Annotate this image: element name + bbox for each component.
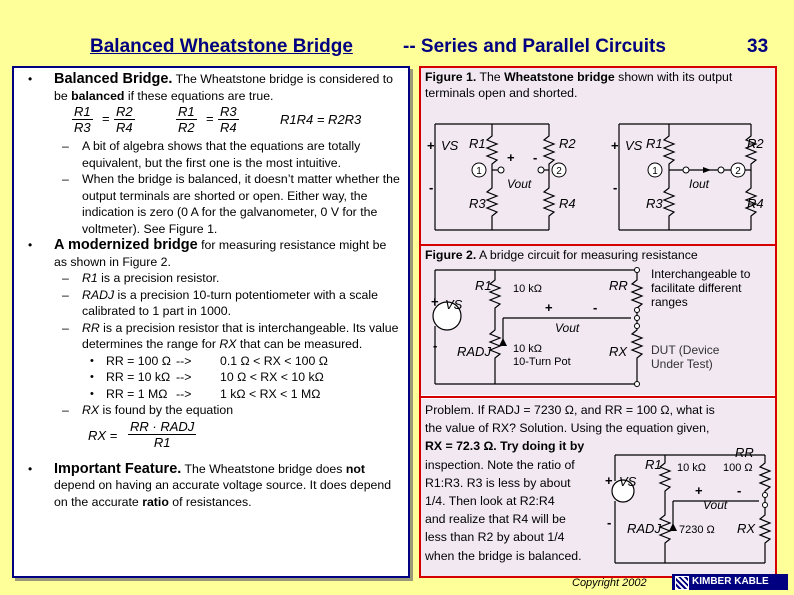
range-row xyxy=(24,386,402,403)
eq-r1: R1 xyxy=(74,104,91,119)
fig1-plus-2: + xyxy=(611,138,619,153)
range-value: 10 Ω < RX < 10 kΩ xyxy=(220,370,324,384)
problem-line: R1:R3. R3 is less by about xyxy=(425,475,571,490)
fig2-rr: RR xyxy=(609,278,628,293)
copyright: Copyright 2002 xyxy=(572,577,647,589)
frac-r3-r4 xyxy=(218,104,239,135)
rx-eq-num: RR · RADJ xyxy=(130,418,195,434)
prob-vs: VS xyxy=(619,474,637,489)
b3-head: Important Feature. xyxy=(54,460,182,477)
eq2-r3: R3 xyxy=(220,104,237,119)
b2-dash-3 xyxy=(24,320,402,353)
fig2-rx-note-2: Under Test) xyxy=(651,357,713,371)
range-row xyxy=(24,353,402,370)
balance-equations xyxy=(54,104,402,138)
fig2-rx-note-1: DUT (Device xyxy=(651,343,720,357)
b2-head: A modernized bridge xyxy=(54,237,198,253)
title-main: Balanced Wheatstone Bridge xyxy=(90,36,353,57)
prob-out-plus: + xyxy=(695,483,703,498)
prob-vout: Vout xyxy=(703,498,728,512)
fig1-text-a: The xyxy=(476,70,505,84)
range-arrow: --> xyxy=(176,386,192,401)
range-rr: • RR = 1 MΩ xyxy=(106,386,168,401)
problem-circuit xyxy=(605,441,775,571)
fig1-iout: Iout xyxy=(689,177,710,191)
sym-rx-2: RX xyxy=(82,403,100,417)
figure-2-circuit xyxy=(421,246,775,395)
fig1-node-2b: 2 xyxy=(735,166,741,177)
b1-text-a: The Wheatstone bridge is considered to be xyxy=(54,72,394,103)
b2-d3-text-a: is a precision resistor that is interchangeable. Its value determines the range for xyxy=(82,320,399,351)
fig1-plus: + xyxy=(427,138,435,153)
fig2-rr-note-2: facilitate different xyxy=(651,281,742,295)
b3-not: not xyxy=(345,461,365,476)
fig2-minus: - xyxy=(433,338,438,353)
eq-r4: R4 xyxy=(116,120,133,135)
fig1-text-b: shown with its output terminals open and shorted. xyxy=(425,70,733,100)
range-arrow: --> xyxy=(176,370,192,384)
range-rr: • RR = 10 kΩ xyxy=(106,370,171,384)
b2-dash-4 xyxy=(24,402,402,419)
prob-r1: R1 xyxy=(645,457,662,472)
eq-r2: R2 xyxy=(116,104,133,119)
b3-text-a: The Wheatstone bridge does xyxy=(181,461,346,476)
fig1-vs: VS xyxy=(441,138,459,153)
sym-rx: RX xyxy=(219,337,237,351)
fig1-vout: Vout xyxy=(507,177,532,191)
eq2-r2: R2 xyxy=(178,120,195,135)
range-value: 0.1 Ω < RX < 100 Ω xyxy=(220,353,328,368)
fig2-radj-value: 10 kΩ xyxy=(513,343,543,355)
b3-text-c: of resistances. xyxy=(168,494,252,509)
fig1-r3-2: R3 xyxy=(646,196,663,211)
rx-equation xyxy=(88,419,402,455)
problem-line-1: Problem. If RADJ = 7230 Ω, and RR = 100 Ω, what is xyxy=(425,403,715,417)
fig2-out-minus: - xyxy=(593,300,598,315)
fig1-minus-2: - xyxy=(613,180,618,195)
prob-rr: RR xyxy=(735,445,754,460)
rx-eq-frac xyxy=(128,419,196,450)
b2-d1-text: is a precision resistor. xyxy=(97,271,220,285)
problem-section xyxy=(421,399,775,576)
frac-r1-r3 xyxy=(72,104,93,135)
bullet-modernized-bridge xyxy=(24,237,402,270)
prob-rx: RX xyxy=(737,521,756,536)
b3-ratio: ratio xyxy=(142,494,169,509)
eq-equals-1: = xyxy=(102,111,110,126)
rx-eq-lhs: RX = xyxy=(88,427,118,443)
b2-d2-text: is a precision 10-turn potentiometer with a scale calibrated to 1 part in 1000. xyxy=(82,287,378,318)
problem-line-2: the value of RX? Solution. Using the equation given, xyxy=(425,421,710,436)
fig1-label: Figure 1. xyxy=(425,70,477,84)
fig1-vs-2: VS xyxy=(625,138,643,153)
figure-1 xyxy=(421,68,775,244)
separator xyxy=(421,396,775,398)
prob-rr-value: 100 Ω xyxy=(723,462,753,474)
right-figure-panel xyxy=(419,66,777,578)
fig2-out-plus: + xyxy=(545,300,553,315)
fig1-minus: - xyxy=(429,180,434,195)
problem-answer: RX = 72.3 Ω. Try doing it by xyxy=(425,439,585,454)
fig2-r1: R1 xyxy=(475,278,492,293)
fig1-node-2: 2 xyxy=(556,166,562,177)
title-sub: -- Series and Parallel Circuits xyxy=(403,36,666,57)
eq-r3: R3 xyxy=(74,120,91,135)
fig1-r2: R2 xyxy=(559,136,576,151)
problem-line: 1/4. Then look at R2:R4 xyxy=(425,494,555,509)
fig1-r1: R1 xyxy=(469,136,486,151)
b1-text-b: if these equations are true. xyxy=(124,88,274,103)
b1-dash-1: – A bit of algebra shows that the equations are totally equivalent, but the first one is the most intuitive. xyxy=(24,138,402,171)
prob-radj-value: 7230 Ω xyxy=(679,524,715,536)
sym-radj: RADJ xyxy=(82,287,115,302)
fig2-label: Figure 2. xyxy=(425,248,477,262)
range-row xyxy=(24,369,402,386)
frac-r2-r4 xyxy=(114,104,135,135)
fig1-r4: R4 xyxy=(559,196,576,211)
eq2-r1: R1 xyxy=(178,104,195,119)
problem-line: less than R2 by about 1/4 xyxy=(425,530,565,545)
fig2-rr-note-3: ranges xyxy=(651,295,688,309)
prob-out-minus: - xyxy=(737,483,742,498)
range-arrow: --> xyxy=(176,353,192,368)
sym-rr: RR xyxy=(82,320,100,335)
eq2-r4: R4 xyxy=(220,120,237,135)
left-text-panel xyxy=(12,66,410,578)
fig1-node-1b: 1 xyxy=(652,166,658,177)
bullet-important-feature xyxy=(24,461,402,511)
fig2-r1-value: 10 kΩ xyxy=(513,283,543,295)
range-rr: • RR = 100 Ω xyxy=(106,353,171,368)
fig1-r3: R3 xyxy=(469,196,486,211)
fig2-radj-note: 10-Turn Pot xyxy=(513,356,571,368)
b1-dash-2: – When the bridge is balanced, it doesn’t matter whether the output terminals are shorted or open. Either way, the indication is zero (0 A for the galvanometer, 0 V for the voltmeter). See Figure 1. xyxy=(24,171,402,237)
problem-line: and realize that R4 will be xyxy=(425,512,566,527)
figure-1-circuits xyxy=(421,68,775,244)
fig1-out-plus: + xyxy=(507,150,515,165)
slide-title xyxy=(0,36,794,64)
range-value: 1 kΩ < RX < 1 MΩ xyxy=(220,386,321,401)
fig2-vout: Vout xyxy=(555,321,580,335)
fig1-bold: Wheatstone bridge xyxy=(504,70,615,84)
fig2-radj: RADJ xyxy=(457,344,491,359)
fig2-plus: + xyxy=(431,294,439,309)
sym-r1: R1 xyxy=(82,271,98,285)
prob-radj: RADJ xyxy=(627,521,661,536)
fig2-vs: VS xyxy=(445,297,463,312)
frac-r1-r2 xyxy=(176,104,197,135)
prob-plus: + xyxy=(605,473,613,488)
b3-text-b: depend on having an accurate voltage source. It does depend on the accurate xyxy=(54,478,392,509)
fig1-node-1: 1 xyxy=(476,166,482,177)
b2-text: for measuring resistance might be as shown in Figure 2. xyxy=(54,238,387,269)
bullet-balanced-bridge xyxy=(24,71,402,104)
b1-head: Balanced Bridge. xyxy=(54,71,173,87)
b2-d4-text: is found by the equation xyxy=(99,403,234,417)
prob-r1-value: 10 kΩ xyxy=(677,462,707,474)
fig2-rx: RX xyxy=(609,344,628,359)
fig2-rr-note-1: Interchangeable to xyxy=(651,267,751,281)
kimber-kable-logo: KIMBER KABLE xyxy=(672,574,788,590)
b2-dash-2 xyxy=(24,287,402,320)
fig1-out-minus: - xyxy=(533,150,538,165)
fig1-r2-2: R2 xyxy=(747,136,764,151)
fig2-text: A bridge circuit for measuring resistance xyxy=(476,248,698,262)
problem-line: inspection. Note the ratio of xyxy=(425,457,575,472)
eq-product: R1R4 = R2R3 xyxy=(280,112,362,127)
fig1-r4-2: R4 xyxy=(747,196,764,211)
b2-d3-text-b: that can be measured. xyxy=(236,337,363,351)
page-number: 33 xyxy=(747,36,769,57)
figure-2 xyxy=(421,246,775,395)
problem-line: when the bridge is balanced. xyxy=(425,548,582,563)
prob-minus: - xyxy=(607,515,612,530)
fig1-r1-2: R1 xyxy=(646,136,663,151)
b2-dash-1 xyxy=(24,270,402,287)
rx-eq-den: R1 xyxy=(153,434,171,450)
eq-equals-2: = xyxy=(206,111,214,126)
b1-bold: balanced xyxy=(71,88,125,103)
